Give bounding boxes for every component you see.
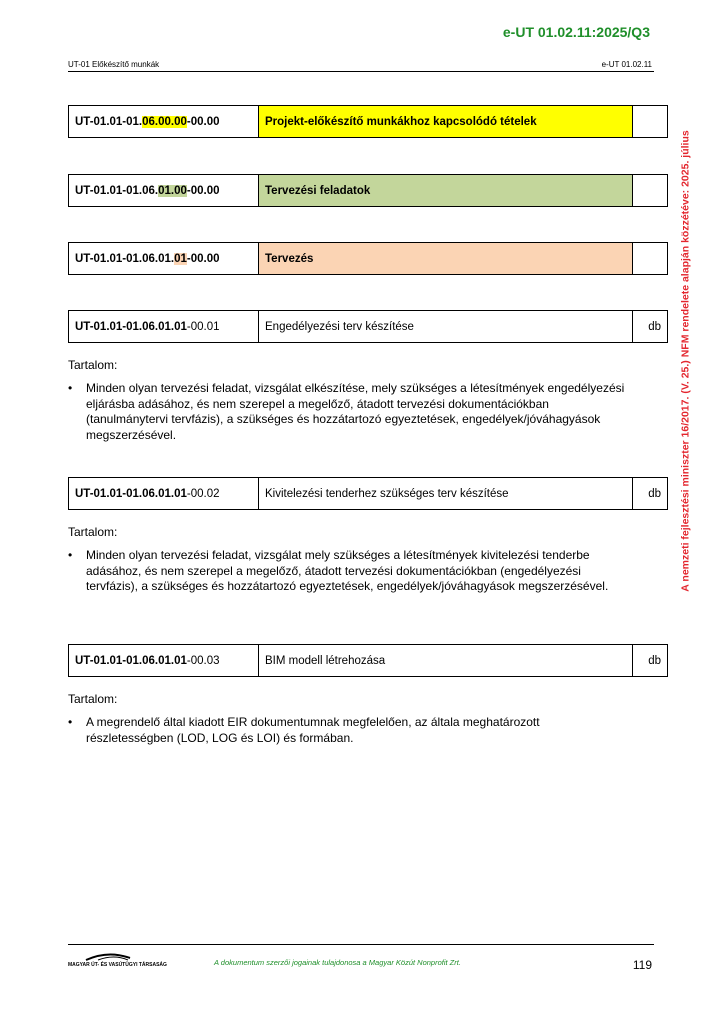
item-code: UT-01.01-01.06.01. 01 -00.00 — [69, 243, 259, 274]
content-label: Tartalom: — [68, 358, 118, 372]
item-row-permit-plan — [68, 310, 668, 343]
bullet-dot: • — [68, 381, 73, 395]
society-logo-icon — [68, 950, 168, 972]
bullet-text: Minden olyan tervezési feladat, vizsgálat elkészítése, mely szükséges a létesítmények engedélyezési eljárásba adásához, és nem szerepel a megelőző, átadott tervezési dokumentációkban (tanulmánytervi tervfázis), a szükséges és hozzátartozó egyeztetések, engedélyek/jóváhagyások megszerzésével. — [86, 381, 625, 442]
document-code: e-UT 01.02.11:2025/Q3 — [502, 24, 650, 40]
item-code: UT-01.01-01.06. 01.00 -00.00 — [69, 175, 259, 206]
item-code: UT-01.01-01.06.01.01 -00.03 — [69, 645, 259, 676]
content-bullet — [68, 381, 628, 443]
page-number: 119 — [632, 958, 652, 972]
item-title: Tervezési feladatok — [259, 175, 633, 206]
header-document-id: e-UT 01.02.11 — [601, 60, 652, 69]
bullet-text: Minden olyan tervezési feladat, vizsgálat mely szükséges a létesítmények kivitelezési tenderbe adásához, és nem szerepel a megelőző, átadott tervezési dokumentációkban (engedélyezési tervfázis), a szükséges és hozzátartozó egyeztetések, engedélyek/jóváhagyások megszerzésével. — [86, 548, 609, 593]
item-row-project-preparation — [68, 105, 668, 138]
item-unit — [633, 175, 667, 206]
item-row-planning — [68, 242, 668, 275]
item-unit — [633, 106, 667, 137]
item-row-planning-tasks — [68, 174, 668, 207]
content-bullet — [68, 548, 628, 595]
item-code: UT-01.01-01.06.01.01 -00.01 — [69, 311, 259, 342]
bullet-dot: • — [68, 715, 73, 729]
header-section-title: UT-01 Előkészítő munkák — [68, 60, 160, 69]
item-unit: db — [648, 654, 661, 667]
footer-divider — [68, 944, 654, 945]
item-title: Engedélyezési terv készítése — [259, 311, 633, 342]
content-label: Tartalom: — [68, 525, 118, 539]
item-row-bim-model — [68, 644, 668, 677]
bullet-text: A megrendelő által kiadott EIR dokumentumnak megfelelően, az általa meghatározott részletességben (LOD, LOG és LOI) és formában. — [86, 715, 540, 745]
item-title: BIM modell létrehozása — [259, 645, 633, 676]
item-unit — [633, 243, 667, 274]
content-label: Tartalom: — [68, 692, 118, 706]
item-title: Projekt-előkészítő munkákhoz kapcsolódó tételek — [259, 106, 633, 137]
header-divider — [68, 71, 654, 72]
item-unit: db — [648, 320, 661, 333]
bullet-dot: • — [68, 548, 73, 562]
item-row-tender-plan — [68, 477, 668, 510]
item-title: Tervezés — [259, 243, 633, 274]
content-bullet — [68, 715, 628, 746]
item-code: UT-01.01-01.06.01.01 -00.02 — [69, 478, 259, 509]
item-title: Kivitelezési tenderhez szükséges terv készítése — [259, 478, 633, 509]
side-publication-note-text: A nemzeti fejlesztési miniszter 16/2017. (V. 25.) NFM rendelete alapján közzétéve: 2025. július — [680, 130, 693, 592]
side-publication-note — [678, 95, 694, 627]
item-unit: db — [648, 487, 661, 500]
footer-copyright: A dokumentum szerzői jogainak tulajdonosa a Magyar Közút Nonprofit Zrt. — [214, 958, 461, 967]
item-code: UT-01.01-01. 06.00.00 -00.00 — [69, 106, 259, 137]
society-logo-text: MAGYAR ÚT- ÉS VASÚTÜGYI TÁRSASÁG — [68, 962, 167, 968]
